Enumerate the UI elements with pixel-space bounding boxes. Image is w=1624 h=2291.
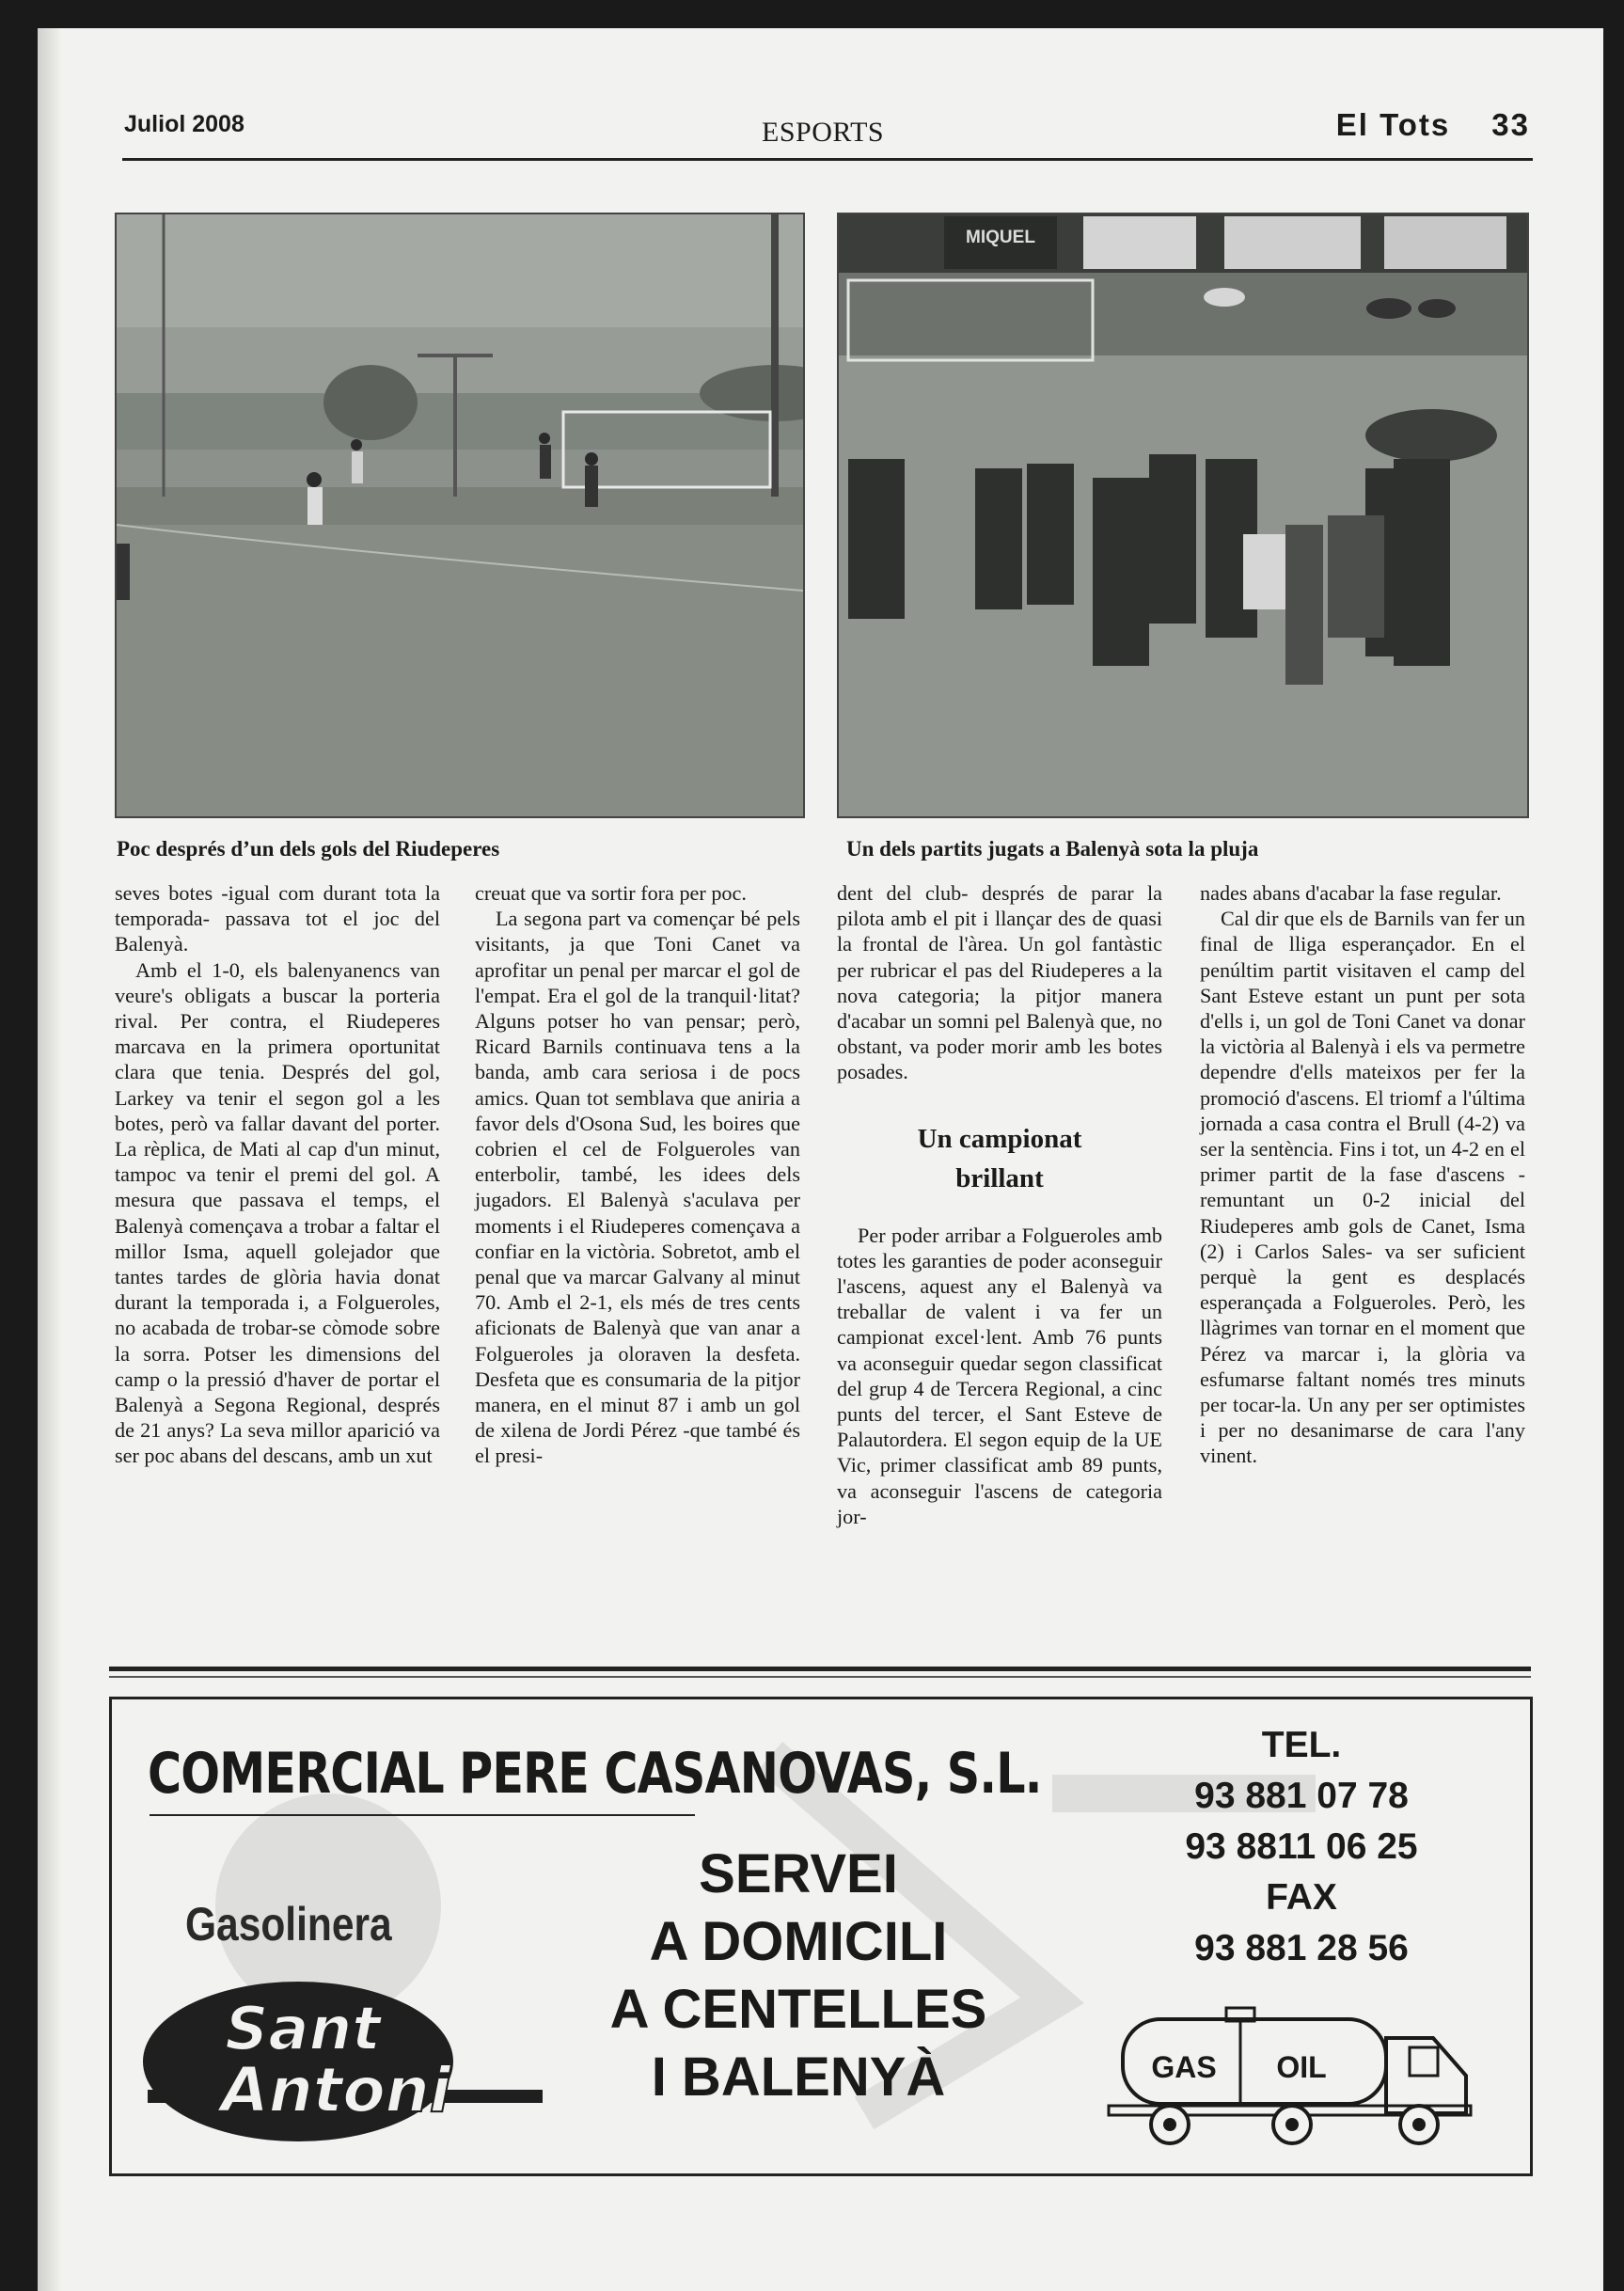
photo-rain-match-image [839, 214, 1527, 816]
issue-date: Juliol 2008 [124, 111, 244, 137]
publication-name: El Tots [1335, 107, 1451, 142]
photo-football-goal [115, 213, 805, 818]
header-rule [122, 158, 1533, 161]
service-line: A CENTELLES [609, 1979, 987, 2040]
fax-number: 93 881 28 56 [1194, 1928, 1409, 1968]
publication-header [1336, 107, 1530, 143]
tel-label: TEL. [1261, 1725, 1342, 1765]
subheading-line: Un campionat [917, 1123, 1082, 1154]
company-underline [150, 1814, 695, 1816]
ad-separator-rule [109, 1667, 1531, 1671]
article-paragraph: Per poder arribar a Folgueroles amb totes les garanties de poder aconseguir l'ascens, aquest any el Balenyà va treballar de valent i va fer un campionat excel·lent. Amb 76 punts va aconseguir quedar segon classificat del grup 4 de Tercera Regional, a cinc punts del tercer, el Sant Esteve de Palautordera. El segon equip de la UE Vic, primer classificat amb 89 punts, va aconseguir l'ascens de categoria jor- [837, 1223, 1162, 1528]
phone-number-1: 93 881 07 78 [1194, 1776, 1409, 1816]
truck-text-oil: OIL [1276, 2050, 1327, 2084]
article-paragraph: seves botes -igual com durant tota la temporada- passava tot el joc del Balenyà. [115, 881, 440, 956]
section-title: ESPORTS [762, 117, 885, 148]
newspaper-page [38, 28, 1603, 2291]
photo-football-goal-image [117, 214, 803, 816]
article-paragraph: nades abans d'acabar la fase regular. [1200, 881, 1502, 905]
sign-miquel: MIQUEL [966, 228, 1035, 247]
article-paragraph: Amb el 1-0, els balenyanencs van veure's obligats a buscar la porteria rival. Per contra, el Riudeperes marcava en la primera oportunitat clara que tenia. Després del gol, Larkey va tenir el segon gol a les botes, però va fallar davant del porter. La rèplica, de Mati al cap d'un minut, tampoc va tenir el premi del gol. A mesura que passava el temps, el Balenyà començava a trobar a faltar el millor Isma, aquell golejador que tantes tardes de glòria havia donat durant la temporada i, a Folgueroles, no acabada de trobar-se còmode sobre la sorra. Potser les dimensions del camp o la pressió d'haver de portar el Balenyà a Segona Regional, després de 21 anys? La seva millor aparició va ser poc abans del descans, amb un xut [115, 957, 440, 1468]
service-line: A DOMICILI [649, 1911, 948, 1972]
contact-block [1146, 1720, 1457, 1974]
page-number: 33 [1491, 107, 1530, 142]
gasolinera-label: Gasolinera [185, 1898, 392, 1951]
article-paragraph: Cal dir que els de Barnils van fer un final de lliga esperançador. En el penúltim partit visitaven el camp del Sant Esteve estant un punt per sota d'ells i, un gol de Toni Canet va donar la victòria al Balenyà i els va permetre dependre d'ells mateixos per fer la promoció d'ascens. El triomf a l'última jornada a casa contra el Brull (4-2) va ser la sentència. Fins i tot, un 4-2 en el primer partit de la fase d'ascens -remuntant un 0-2 inicial del Riudeperes amb gols de Canet, Isma (2) i Carlos Sales- va ser suficient perquè la gent es desplacés esperançada a Folgueroles. Però, les llàgrimes van tornar en el moment que Pérez va marcar i, la glòria va esfumarse faltant només tres minuts per tocar-la. Un any per ser optimistes i per no desanimarse de cara l'any vinent. [1200, 907, 1525, 1468]
article-column-2 [475, 880, 800, 1469]
article-paragraph: creuat que va sortir fora per poc. [475, 881, 747, 905]
truck-text-gas: GAS [1151, 2050, 1217, 2084]
home-delivery-service [554, 1841, 1043, 2111]
gasoil-truck-icon [1104, 2000, 1480, 2151]
service-line: SERVEI [699, 1843, 898, 1904]
article-column-1 [115, 880, 440, 1469]
photo-caption-2: Un dels partits jugats a Balenyà sota la pluja [846, 837, 1259, 861]
photo-rain-match [837, 213, 1529, 818]
article-subheading [837, 1119, 1162, 1198]
service-line: I BALENYÀ [651, 2046, 946, 2108]
article-column-3 [837, 880, 1162, 1529]
company-name: COMERCIAL PERE CASANOVAS, S.L. [148, 1741, 1042, 1807]
article-paragraph: La segona part va començar bé pels visitants, ja que Toni Canet va aprofitar un penal per marcar el gol de l'empat. Era el gol de la tranquil·litat? Alguns potser ho van pensar; però, Ricard Barnils continuava tens a la banda, amb cara seriosa i de pocs amics. Quan tot semblava que aniria a favor dels d'Osona Sud, les boires que cobrien el cel de Folgueroles van enterbolir, també, les idees dels jugadors. El Balenyà s'aculava per moments i el Riudeperes començava a confiar en la victòria. Sobretot, amb el penal que va marcar Galvany al minut 70. Amb el 2-1, els més de tres cents aficionats de Balenyà que van anar a Folgueroles ja oloraven la desfeta. Desfeta que es consumaria de la pitjor manera, en el minut 87 i amb un gol de xilena de Jordi Pérez -que també és el presi- [475, 907, 800, 1468]
logo-text-antoni: Antoni [220, 2054, 451, 2126]
advertisement-box [109, 1697, 1533, 2176]
article-column-4 [1200, 880, 1525, 1469]
sant-antoni-logo [138, 1972, 552, 2151]
logo-text-sant: Sant [225, 1995, 381, 2064]
article-paragraph: dent del club- després de parar la pilota amb el pit i llançar des de quasi la frontal de l'àrea. Un gol fantàstic per rubricar el pas del Riudeperes a la nova categoria; la pitjor manera d'acabar un somni pel Balenyà que, no obstant, va poder morir amb les botes posades. [837, 881, 1162, 1084]
phone-number-2: 93 8811 06 25 [1185, 1826, 1418, 1867]
page-spine-shadow [38, 28, 60, 2291]
photo-caption-1: Poc després d’un dels gols del Riudeperes [117, 837, 500, 861]
fax-label: FAX [1266, 1877, 1337, 1918]
ad-separator-rule-thin [109, 1676, 1531, 1678]
subheading-line: brillant [955, 1162, 1044, 1193]
